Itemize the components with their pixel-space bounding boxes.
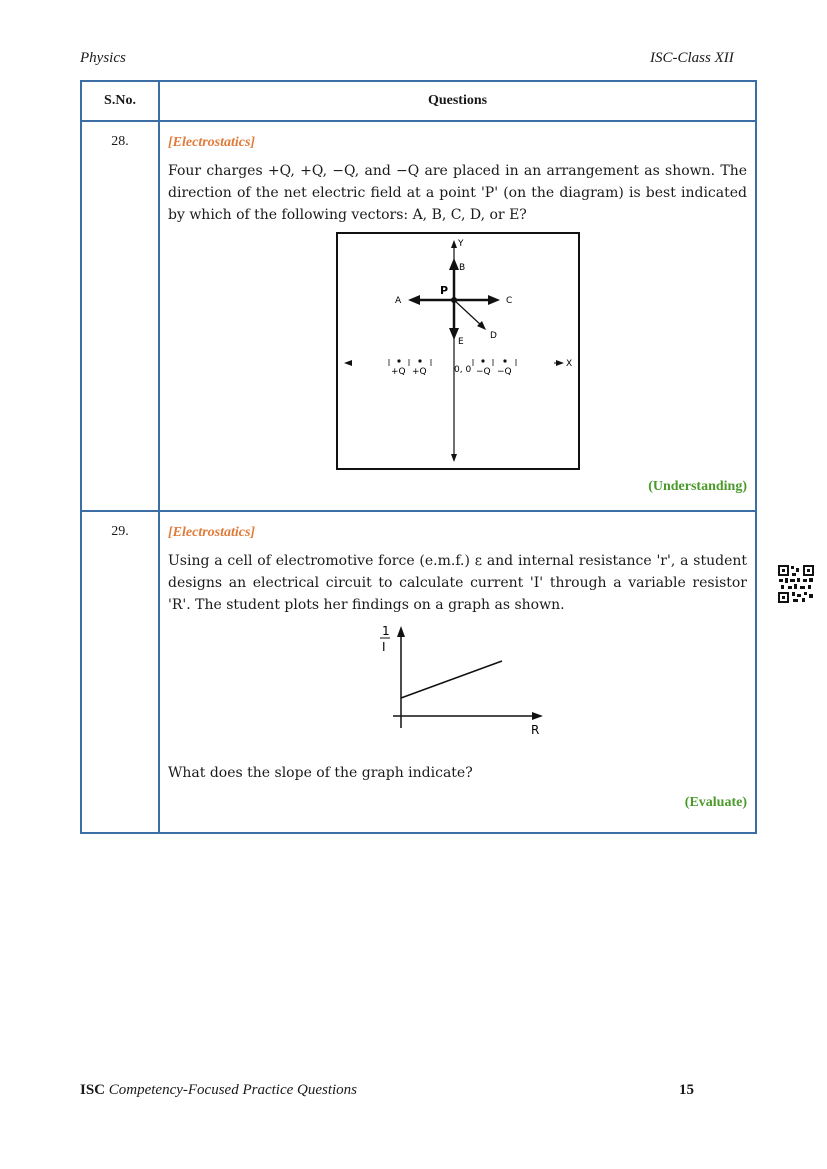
vector-a-label: A bbox=[394, 296, 401, 306]
vector-e-label: E bbox=[457, 337, 464, 347]
question-number: 29. bbox=[81, 511, 159, 833]
x-axis-label: X bbox=[565, 359, 572, 369]
cognitive-level: (Evaluate) bbox=[684, 795, 747, 810]
question-topic: [Electrostatics] bbox=[168, 525, 256, 540]
questions-table bbox=[80, 80, 757, 834]
y-axis-denominator: I bbox=[381, 640, 386, 654]
question-cell bbox=[159, 511, 756, 833]
charge-plus-1-label: +Q bbox=[390, 367, 406, 377]
question-text: Using a cell of electromotive force (e.m.f.) ε and internal resistance 'r', a student designs an electrical circuit to calculate current 'I' through a variable resistor 'R'. The student plots her findings on a graph as shown. bbox=[168, 553, 747, 613]
table-row bbox=[81, 511, 756, 833]
table-header-row bbox=[81, 81, 756, 121]
table-row bbox=[81, 121, 756, 511]
vector-b-label: B bbox=[458, 263, 465, 273]
origin-label: 0, 0 bbox=[453, 365, 471, 375]
y-axis-label: Y bbox=[457, 239, 463, 249]
y-axis-numerator: 1 bbox=[381, 624, 390, 638]
charge-minus-2-label: −Q bbox=[496, 367, 512, 377]
footer-subtitle: Competency-Focused Practice Questions bbox=[108, 1082, 358, 1098]
graph-y-axis-arrow bbox=[397, 626, 405, 637]
vector-d-label: D bbox=[489, 331, 497, 341]
col-header-questions: Questions bbox=[159, 81, 756, 121]
inverse-current-graph bbox=[373, 622, 543, 740]
page-number: 15 bbox=[679, 1082, 694, 1098]
footer-brand: ISC bbox=[80, 1082, 106, 1098]
question-number: 28. bbox=[81, 121, 159, 511]
charges-field-diagram bbox=[336, 232, 580, 470]
question-cell bbox=[159, 121, 756, 511]
footer-title bbox=[80, 1082, 357, 1099]
charge-minus-1-label: −Q bbox=[475, 367, 491, 377]
graph-x-label: R bbox=[530, 723, 539, 737]
question-topic: [Electrostatics] bbox=[168, 135, 256, 150]
graph-line bbox=[401, 661, 502, 698]
graph-x-axis-arrow bbox=[532, 712, 543, 720]
cognitive-level: (Understanding) bbox=[648, 479, 747, 494]
question-prompt: What does the slope of the graph indicate? bbox=[168, 765, 473, 781]
header-subject: Physics bbox=[80, 50, 126, 66]
header-class: ISC-Class XII bbox=[650, 50, 734, 66]
point-p-label: P bbox=[439, 284, 448, 297]
vector-c-label: C bbox=[505, 296, 512, 306]
col-header-sno: S.No. bbox=[81, 81, 159, 121]
question-text: Four charges +Q, +Q, −Q, and −Q are placed in an arrangement as shown. The direction of the net electric field at a point 'P' (on the diagram) is best indicated by which of the following vectors: A, B, C, D, or E? bbox=[168, 163, 747, 223]
qr-code[interactable] bbox=[777, 564, 815, 604]
charge-plus-2-label: +Q bbox=[411, 367, 427, 377]
